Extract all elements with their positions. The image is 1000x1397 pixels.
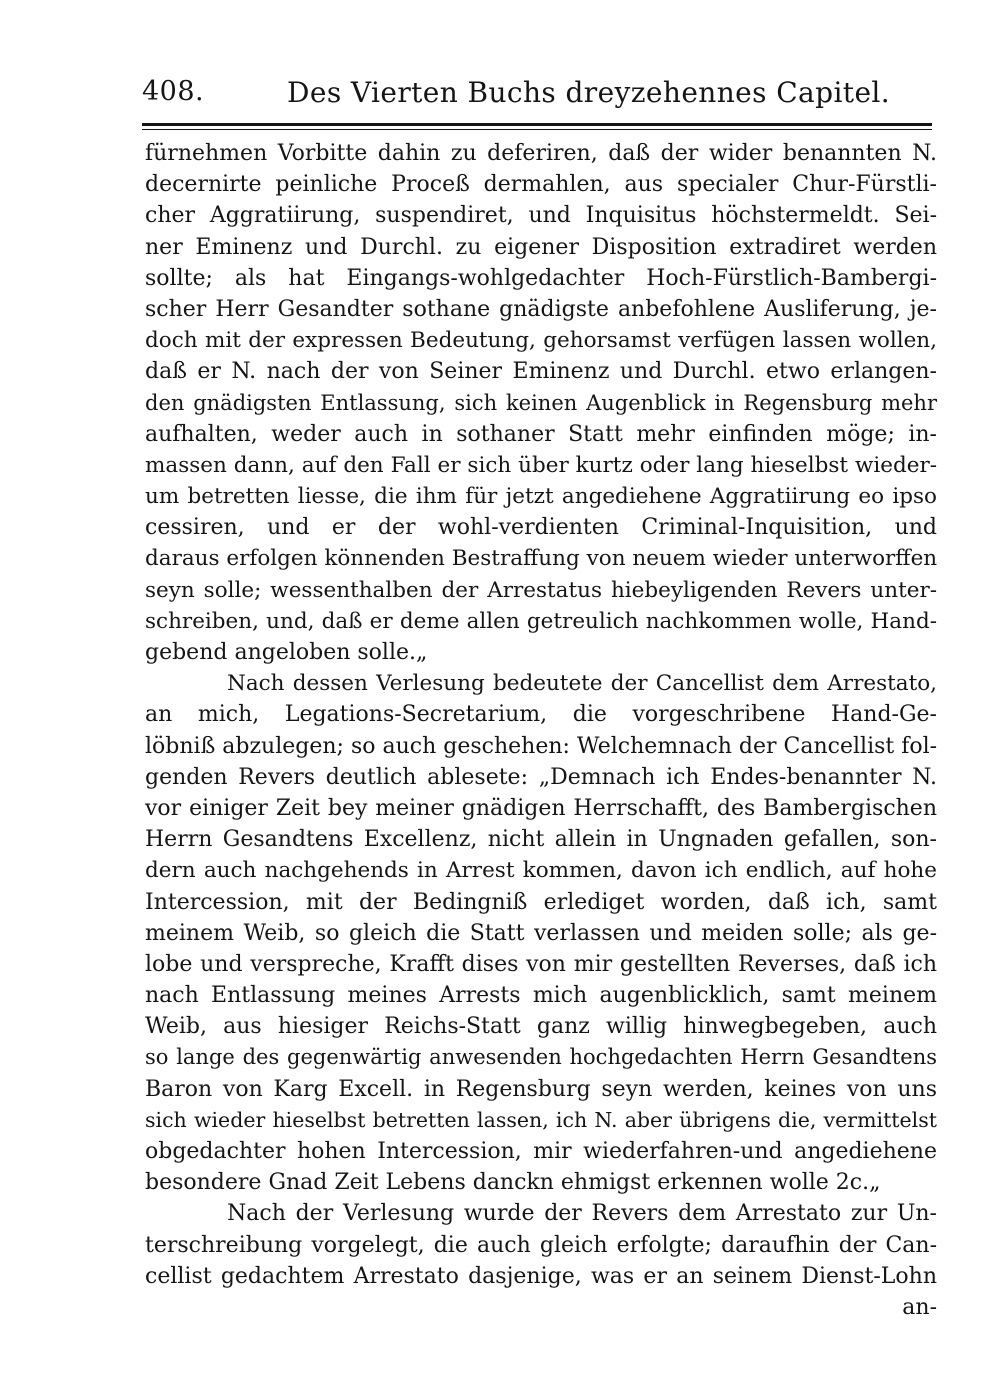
text-line: cessiren, und er der wohl-verdienten Criminal-Inquisition, und xyxy=(145,515,937,541)
text-line: daraus erfolgen könnenden Bestraffung von neuem wieder unterworffen xyxy=(145,546,938,572)
text-line: den gnädigsten Entlassung, sich keinen Augenblick in Regensburg mehr xyxy=(145,390,937,415)
text-line: aufhalten, weder auch in sothaner Statt mehr einfinden möge; in- xyxy=(145,421,937,447)
text-line: dern auch nachgehends in Arrest kommen, davon ich endlich, auf hohe xyxy=(145,858,937,884)
page-number: 408. xyxy=(142,76,205,107)
text-line: massen dann, auf den Fall er sich über kurtz oder lang hieselbst wieder- xyxy=(145,452,937,478)
text-line: Nach der Verlesung wurde der Revers dem Arrestato zur Un- xyxy=(227,1201,937,1227)
text-line: Baron von Karg Excell. in Regensburg seyn werden, keines von uns xyxy=(145,1076,937,1102)
text-line: obgedachter hohen Intercession, mir wiederfahren-und angediehene xyxy=(145,1139,937,1164)
text-line: scher Herr Gesandter sothane gnädigste anbefohlene Ausliferung, je- xyxy=(145,296,937,322)
text-line: Herrn Gesandtens Excellenz, nicht allein in Ungnaden gefallen, son- xyxy=(145,827,937,853)
running-head: Des Vierten Buchs dreyzehennes Capitel. xyxy=(287,76,891,109)
text-line: schreiben, und, daß er deme allen getreulich nachkommen wolle, Hand- xyxy=(145,608,937,634)
body-text xyxy=(145,138,937,1323)
text-line: gebend angeloben solle.„ xyxy=(145,640,428,665)
text-line: um betretten liesse, die ihm für jetzt angediehene Aggratiirung eo ipso xyxy=(145,484,937,510)
text-line: nach Entlassung meines Arrests mich augenblicklich, samt meinem xyxy=(145,983,937,1009)
text-line: decernirte peinliche Proceß dermahlen, aus specialer Chur-Fürstli- xyxy=(145,172,937,198)
text-line: sich wieder hieselbst betretten lassen, ich N. aber übrigens die, vermittelst xyxy=(145,1107,937,1132)
header-rule xyxy=(142,123,932,126)
text-line: Nach dessen Verlesung bedeutete der Cancellist dem Arrestato, xyxy=(227,671,937,697)
text-line: löbniß abzulegen; so auch geschehen: Welchemnach der Cancellist fol- xyxy=(145,733,938,759)
text-line: daß er N. nach der von Seiner Eminenz und Durchl. etwo erlangen- xyxy=(145,359,937,385)
catchword: an- xyxy=(902,1294,937,1320)
text-line: seyn solle; wessenthalben der Arrestatus hiebeyligenden Revers unter- xyxy=(145,577,937,603)
text-line: cellist gedachtem Arrestato dasjenige, was er an seinem Dienst-Lohn xyxy=(145,1263,937,1289)
text-line: sollte; als hat Eingangs-wohlgedachter Hoch-Fürstlich-Bambergi- xyxy=(145,265,937,291)
text-line: doch mit der expressen Bedeutung, gehorsamst verfügen lassen wollen, xyxy=(145,328,937,354)
text-line: so lange des gegenwärtig anwesenden hochgedachten Herrn Gesandtens xyxy=(145,1045,937,1070)
text-line: terschreibung vorgelegt, die auch gleich erfolgte; daraufhin der Can- xyxy=(145,1232,937,1258)
text-line: Intercession, mit der Bedingniß erlediget worden, daß ich, samt xyxy=(145,889,937,915)
text-line: fürnehmen Vorbitte dahin zu deferiren, daß der wider benannten N. xyxy=(145,141,937,166)
text-line: genden Revers deutlich ablesete: „Demnach ich Endes-benannter N. xyxy=(145,764,937,790)
text-line: an mich, Legations-Secretarium, die vorgeschribene Hand-Ge- xyxy=(145,702,937,728)
text-line: besondere Gnad Zeit Lebens danckn ehmigst erkennen wolle 2c.„ xyxy=(145,1170,881,1196)
text-line: lobe und verspreche, Krafft dises von mir gestellten Reverses, daß ich xyxy=(145,951,937,977)
page-header xyxy=(142,70,932,116)
text-line: vor einiger Zeit bey meiner gnädigen Herrschafft, des Bambergischen xyxy=(145,795,937,821)
text-line: Weib, aus hiesiger Reichs-Statt ganz willig hinwegbegeben, auch xyxy=(145,1014,937,1040)
text-line: meinem Weib, so gleich die Statt verlassen und meiden solle; als ge- xyxy=(145,920,937,946)
text-line: cher Aggratiirung, suspendiret, und Inquisitus höchstermeldt. Sei- xyxy=(145,203,937,229)
text-line: ner Eminenz und Durchl. zu eigener Disposition extradiret werden xyxy=(145,234,937,260)
